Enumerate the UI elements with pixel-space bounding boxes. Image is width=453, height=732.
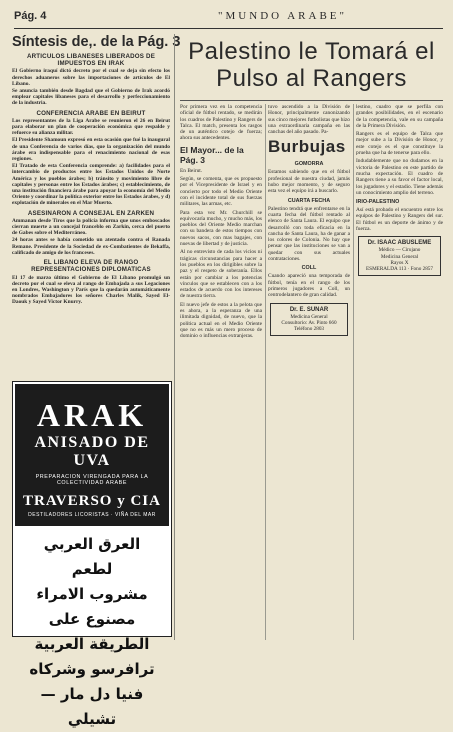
ad-arabic-line: مشروب الامراء [36,585,148,603]
ad-arabic-line: ترافرسو وشركاه [29,660,155,678]
headline-line: Palestino le Tomará el [188,38,435,65]
doctor-name: Dr. E. SUNAR [289,306,329,313]
ad-tagline: PREPARACION VIRENGADA PARA LA COLECTIVIDAD ARABE [35,474,149,486]
ad-arabic-text [21,532,163,728]
article-paragraph: El 17 de marzo último el Gobierno de El Líbano promulgó un decreto por el cual se eleva al rango de Embajada a sus Legaciones en Londres, Washington y París que la quedarán automáticamente nombrados Embajadores los señores Charles Malik, Sayed El-Daouk y Sayed Victor Knurry. [12,274,170,306]
doctor-line: Consultorio: Av. Pinto 660 [281,319,337,326]
section-heading: EL LIBANO ELEVA DE RANGO REPRESENTACIONES DIPLOMATICAS [31,259,151,274]
column-divider [174,34,175,640]
doctor-line: Rayos X [390,259,409,266]
article-paragraph: Según, se comenta, que es propuesto por el Vicepresidente de Israel y en concierto por todo el Medio Oriente con el incidente total de sus fuerzas militares, las armas, etc. [180,176,262,208]
caption-heading: IRIO-PALESTINO [356,199,400,206]
article-paragraph: lestino, cuadro que se perfila con grandes posibilidades, en el escenario de la competencia, vale en su campaña de la Primera División. [356,104,443,129]
ad-tagline-2: DESTILADORES LICORISTAS · VIÑA DEL MAR [28,512,156,518]
doctor-line: Médico — Cirujano [378,247,421,254]
doctor-line: Teléfono 2803 [293,325,325,332]
section-heading: CONFERENCIA ARABE EN BEIRUT [36,109,146,117]
caption-heading: COLL [301,265,317,272]
article-paragraph: Al no entrevisto de cada los vicios ni trágicas circunstancias para hacer a los pueblos en los dirigibles sobre la paz y el respeto de soberanía. Ellos están por cambiar a los potencias vínculos que se establecen con a los estados de acuerdo con los intereses de nuestra tierra. [180,249,262,300]
ad-arabic-line: مصنوع على الطريقة العربية [34,610,150,653]
article-paragraph: Los representantes de la Liga Arabe se reunieron el 26 en Beirut para elaborar un plan de cooperación económica que respalde y refuerce su alianza militar. [12,117,170,137]
column-divider [265,104,266,640]
article-paragraph: 24 horas antes se había cometido un atentado contra el Ranada Remane. Presidente de la Sociedad de ex-Combatientes de Bekaffa, calificado de amigo de los franceses. [12,237,170,256]
article-paragraph: Ammanan desde Tiros que la policía informa que unos emboscados cierran muerte a un concejal franceblo en Zarkin, cerca del puerto de Gabes sobre el Mediterráneo. [12,217,170,237]
article-paragraph: Así está probado el encuentro entre los equipos de Palestino y Rangers del sur. El fútbol es un deporte de ánimo y de fuerza. [356,207,443,233]
left-column [12,34,181,728]
article-column-2 [268,104,350,640]
article-paragraph: El nuevo jefe de estos a la pelota que es ahora, a la esperanza de una ilimitada dignidad, de nuevo, que la política actual en el Medio Oriente que no es más un mero proceso de dominio o influencias extranjeras. [180,301,262,340]
doctor-line: Medicina General [290,313,328,320]
article-columns [180,104,443,640]
article-paragraph: El Tratado de esta Conferencia comprende: a) facilidades para el intercambio de productos entre los Estados Unidos de Norte América y los pueblos árabes; b) tránsito y movimiento libre de capitales y personas entre los Estados árabes; c) establecimiento, de una institución financiera árabe para apoyar la economía del Medio Oriente y coordinar la política exterior entre los Estados árabes, y d) explotación de minerales en el Mar Muerto. [12,163,170,207]
ad-subtitle: ANISADO DE UVA [34,434,150,469]
article-paragraph: Se anuncia también desde Bagdad que el Gobierno de Irak acordó emplear capitales libaneses para el desarrollo y perfeccionamiento de la industria. [12,88,170,107]
ad-brand: ARAK [36,397,148,433]
doctor-ad-box [358,236,441,276]
article-paragraph: Palestino tendrá que enfrentarse en la cuarta fecha del fútbol rentado al elenco de Santa Laura. El equipo que desarrolló con toda eficacia en la cancha de Santa Laura, ha de ganar a los colores de Colonia. No hay que pensar que las instituciones se van a quedar con sus actuales contrataciones. [268,205,350,263]
headline-rule [180,100,443,101]
page-number: Pág. 4 [14,10,47,22]
article-paragraph: El Presidente Shamoun expresó en esta ocasión que fué la inaugural de una Conferencia de varios días, que la organización del mundo árabe era indispensable para el renacimiento nacional de esas regiones. [12,137,170,163]
ad-banner [15,384,169,526]
doctor-line: Medicina General [380,253,419,260]
right-section [180,34,443,640]
ad-arabic-line: فنيا دل مار — تشيلي [40,685,144,728]
article-paragraph: Estamos sabiendo que en el fútbol profesional de nuestra ciudad, jamás hubo mejor momento, y de seguro esta vez el equipo irá a buscarlo. [268,169,350,195]
headline-line: Pulso al Rangers [216,65,407,92]
article-paragraph: En Beirut. [180,167,203,174]
synthesis-title: Síntesis de,. de la Pág. 3 [12,34,181,50]
article-paragraph: Para esta vez Mr. Churchill se equivocaría mucho, y mucho más, los pueblos del Oriente Medio marchan con su bandera de estos tiempos con nuevos sacos, con mas bagajes, con nuevas de libertad y de justicia. [180,209,262,248]
doctor-name: Dr. ISAAC ABUSLEME [367,240,432,247]
header-rule [14,28,443,29]
doctor-line: ESMERALDA 113 · Fono 2857 [366,265,433,272]
article-paragraph: Rangers es el equipo de Talca que mejor sube a la División de Honor, y este cotejo es el que constituye la prueba que ha de tenerse para ello. [356,131,443,157]
doctor-ad-box [270,303,348,337]
article-paragraph: El Gobierno iraquí dictó decreto por el cual se deja sin efecto los derechos aduaneros sobre las importaciones de artículos de El Líbano. [12,68,170,87]
sub-headline: El Mayor... de la Pág. 3 [180,144,244,165]
article-column-1 [180,104,262,640]
main-headline [180,38,443,92]
article-paragraph: Cuando apareció una temporada de fútbol, tenía en el rango de los primeros jugadores a Coll, un centrodelantero de gran calidad. [268,273,350,299]
section-heading: ASESINARON A CONSEJAL EN ZARKEN [27,209,155,217]
section-heading: ARTICULOS LIBANESES LIBERADOS DE IMPUESTOS EN IRAK [26,53,156,68]
burbujas-heading: Burbujas [268,137,346,157]
arak-advertisement [12,381,172,728]
ad-company: TRAVERSO y CIA [23,493,161,509]
page-header [14,10,439,26]
caption-heading: CUARTA FECHA [287,197,331,204]
column-divider [353,104,354,640]
article-paragraph: tuvo ascendido a la División de Honor, principalmente canonizando sus cinco mejores futbolistas que hizo una extraordinaria campaña en las canchas del año pasado. Pa- [268,104,350,136]
masthead: "MUNDO ARABE" [218,10,347,22]
article-paragraph: Por primera vez en la competencia oficial de fútbol rentado, se medirán los cuadros de Palestino y Rangers de Talca. El match, presenta los rasgos de un auténtico cotejo de fuerza; ahora sus antecedentes. [180,104,262,142]
article-column-3 [356,104,443,640]
ad-arabic-line: العرق العربي لطعم [43,535,141,578]
article-paragraph: Indudablemente que no dudamos en la victoria de Palestino en este partido de mucha expectación. El cuadro de Rangers tiene a su favor el factor local, los jugadores y el estadio. Tiene además un conocimiento amplio del terreno. [356,158,443,196]
caption-heading: GOMORRA [294,161,324,168]
